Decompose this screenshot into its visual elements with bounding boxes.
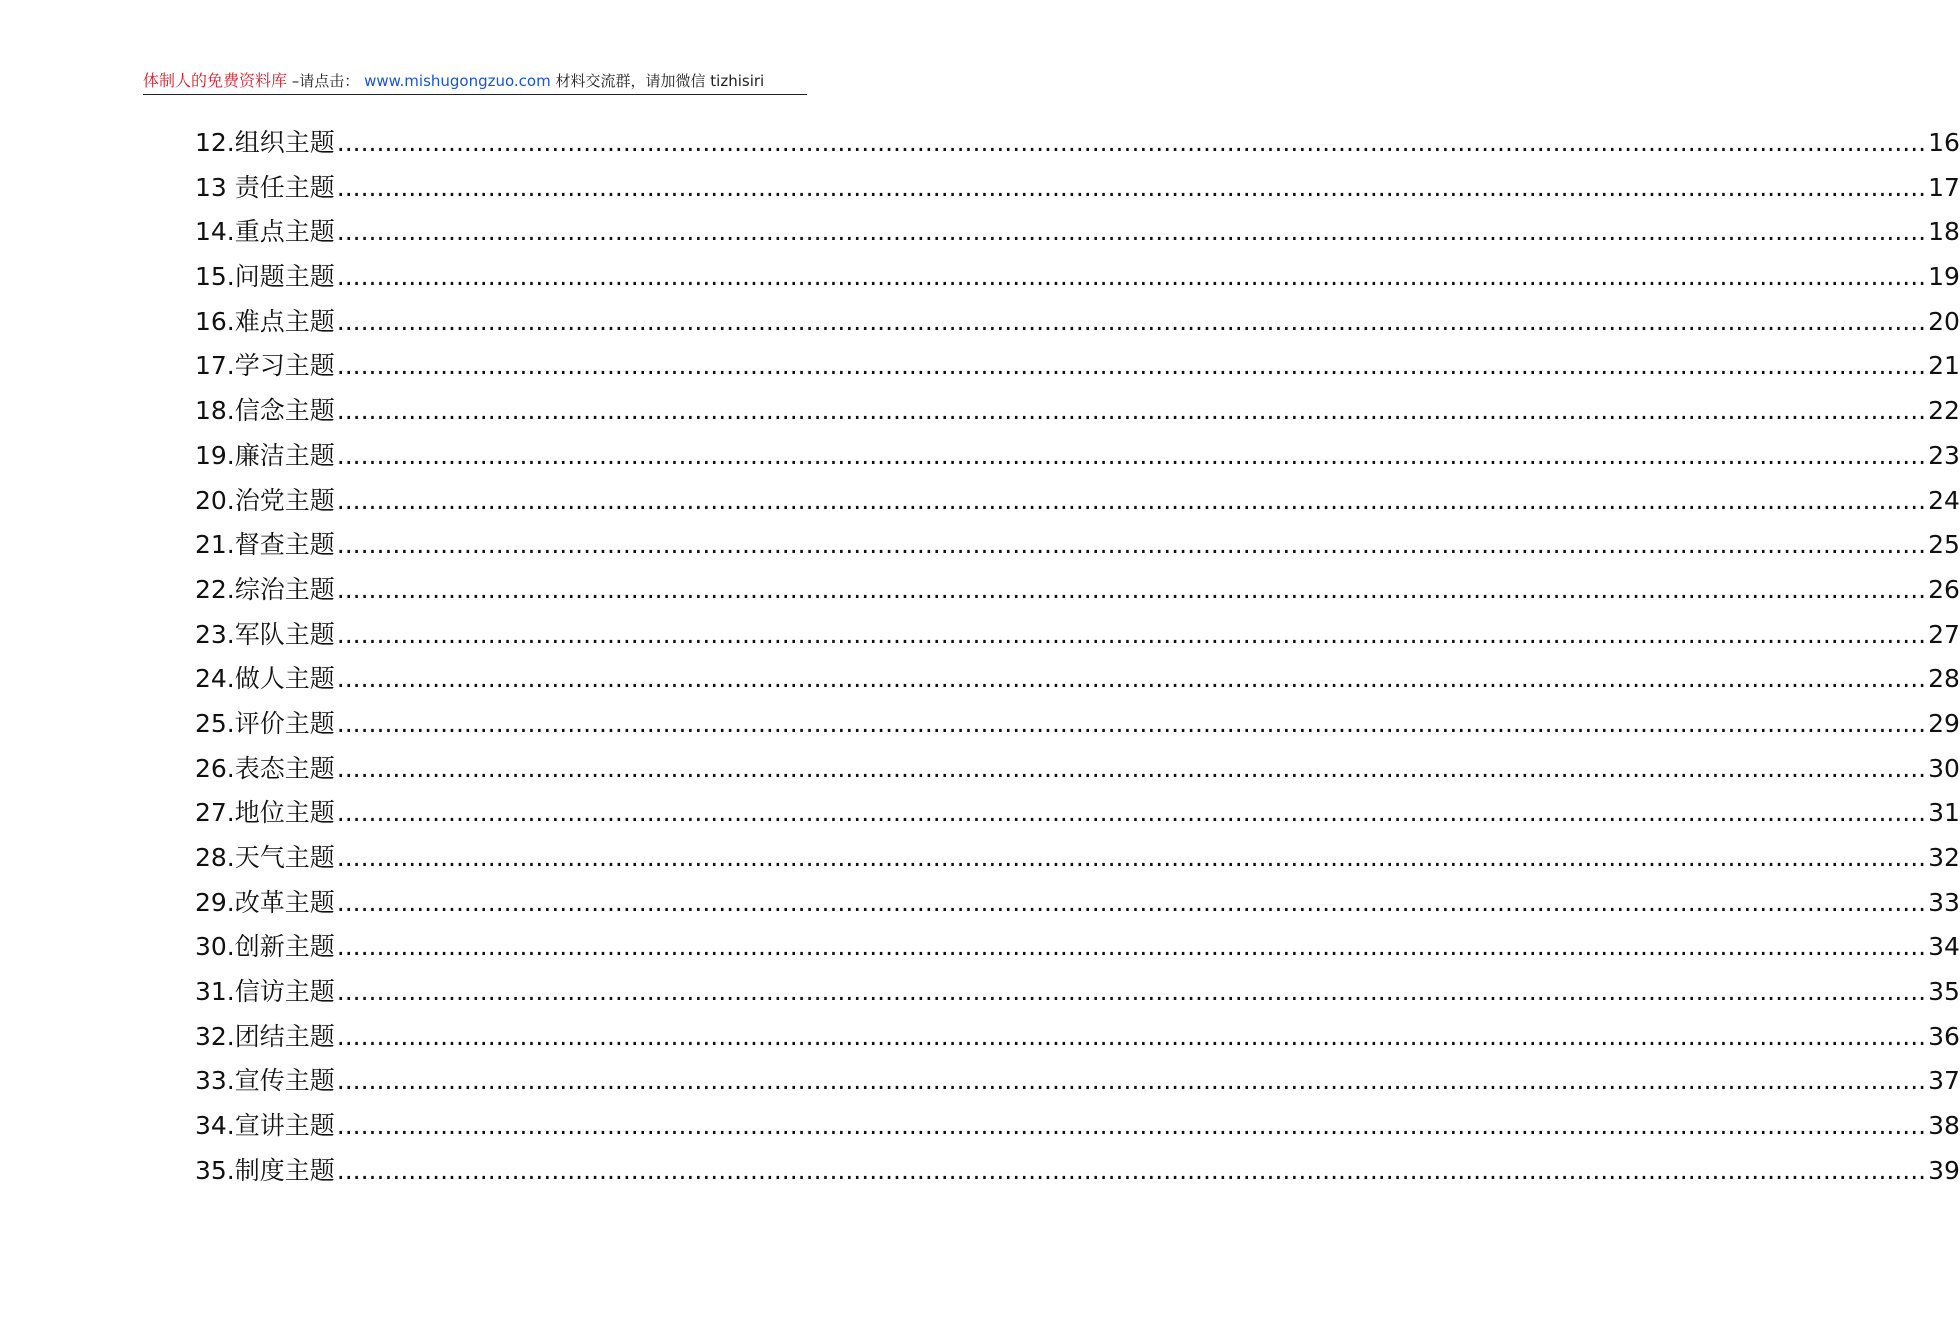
toc-entry-page-number: 25 (1928, 530, 1960, 560)
toc-dot-leader: ........................................................................................................................................................................................................ (336, 262, 1927, 292)
toc-entry[interactable] (195, 255, 1960, 300)
toc-entry[interactable] (195, 166, 1960, 211)
toc-entry-page-number: 34 (1928, 932, 1960, 962)
toc-entry[interactable] (195, 702, 1960, 747)
toc-entry-page-number: 35 (1928, 977, 1960, 1007)
toc-entry-title: 22.综治主题 (195, 574, 335, 604)
toc-entry[interactable] (195, 389, 1960, 434)
toc-dot-leader: ........................................................................................................................................................................................................ (336, 440, 1927, 470)
toc-entry[interactable] (195, 210, 1960, 255)
toc-entry[interactable] (195, 344, 1960, 389)
toc-entry-title: 12.组织主题 (195, 128, 335, 157)
toc-entry-title: 33.宣传主题 (195, 1066, 335, 1096)
toc-entry-title: 35.制度主题 (195, 1155, 335, 1185)
toc-entry-page-number: 30 (1928, 753, 1960, 783)
toc-entry-page-number: 24 (1928, 485, 1960, 515)
toc-entry-page-number: 20 (1928, 306, 1960, 336)
toc-entry[interactable] (195, 657, 1960, 702)
toc-entry[interactable] (195, 925, 1960, 970)
toc-entry-page-number: 16 (1928, 128, 1960, 157)
toc-entry-page-number: 29 (1928, 708, 1960, 738)
toc-entry-title: 16.难点主题 (195, 306, 335, 336)
toc-entry-page-number: 39 (1928, 1155, 1960, 1185)
toc-entry-page-number: 31 (1928, 798, 1960, 828)
toc-entry-page-number: 17 (1928, 172, 1960, 202)
toc-dot-leader: ........................................................................................................................................................................................................ (336, 351, 1927, 381)
toc-entry-title: 31.信访主题 (195, 977, 335, 1007)
toc-entry-title: 32.团结主题 (195, 1021, 335, 1051)
toc-entry-page-number: 28 (1928, 664, 1960, 694)
toc-entry[interactable] (195, 881, 1960, 926)
toc-entry-title: 15.问题主题 (195, 262, 335, 292)
toc-dot-leader: ........................................................................................................................................................................................................ (336, 1155, 1927, 1185)
toc-entry-page-number: 21 (1928, 351, 1960, 381)
toc-entry[interactable] (195, 523, 1960, 568)
toc-dot-leader: ........................................................................................................................................................................................................ (336, 887, 1927, 917)
toc-entry-page-number: 22 (1928, 396, 1960, 426)
toc-entry[interactable] (195, 568, 1960, 613)
header-url-link[interactable]: www.mishugongzuo.com (364, 72, 551, 90)
toc-entry-page-number: 23 (1928, 440, 1960, 470)
toc-entry-title: 20.治党主题 (195, 485, 335, 515)
toc-entry-title: 28.天气主题 (195, 843, 335, 872)
toc-entry-title: 34.宣讲主题 (195, 1111, 335, 1141)
toc-dot-leader: ........................................................................................................................................................................................................ (336, 932, 1927, 962)
toc-entry-title: 14.重点主题 (195, 217, 335, 247)
page-header (143, 68, 807, 95)
toc-dot-leader: ........................................................................................................................................................................................................ (336, 172, 1927, 202)
toc-dot-leader: ........................................................................................................................................................................................................ (336, 217, 1927, 247)
toc-entry[interactable] (195, 434, 1960, 479)
header-brand: 体制人的免费资料库 (143, 71, 288, 90)
toc-entry-title: 23.军队主题 (195, 619, 335, 649)
toc-entry[interactable] (195, 1015, 1960, 1060)
toc-entry-title: 24.做人主题 (195, 664, 335, 694)
toc-dot-leader: ........................................................................................................................................................................................................ (336, 798, 1927, 828)
toc-dot-leader: ........................................................................................................................................................................................................ (336, 1021, 1927, 1051)
toc-dot-leader: ........................................................................................................................................................................................................ (336, 708, 1927, 738)
toc-entry-title: 21.督查主题 (195, 530, 335, 560)
toc-entry-page-number: 33 (1928, 887, 1960, 917)
toc-dot-leader: ........................................................................................................................................................................................................ (336, 530, 1927, 560)
toc-dot-leader: ........................................................................................................................................................................................................ (336, 396, 1927, 426)
toc-entry[interactable] (195, 613, 1960, 658)
toc-entry[interactable] (195, 121, 1960, 166)
toc-entry-page-number: 32 (1928, 843, 1960, 872)
toc-dot-leader: ........................................................................................................................................................................................................ (336, 664, 1927, 694)
toc-dot-leader: ........................................................................................................................................................................................................ (336, 485, 1927, 515)
toc-dot-leader: ........................................................................................................................................................................................................ (336, 1111, 1927, 1141)
header-prompt: –请点击： (291, 72, 360, 90)
toc-entry-title: 19.廉洁主题 (195, 440, 335, 470)
toc-dot-leader: ........................................................................................................................................................................................................ (336, 1066, 1927, 1096)
toc-entry[interactable] (195, 479, 1960, 524)
toc-entry[interactable] (195, 970, 1960, 1015)
toc-entry-page-number: 37 (1928, 1066, 1960, 1096)
toc-entry[interactable] (195, 836, 1960, 881)
toc-entry-title: 17.学习主题 (195, 351, 335, 381)
toc-entry-page-number: 19 (1928, 262, 1960, 292)
toc-entry[interactable] (195, 300, 1960, 345)
toc-entry[interactable] (195, 791, 1960, 836)
toc-entry[interactable] (195, 747, 1960, 792)
toc-entry-title: 18.信念主题 (195, 396, 335, 426)
table-of-contents (195, 121, 1960, 1194)
toc-entry-page-number: 27 (1928, 619, 1960, 649)
toc-entry-page-number: 18 (1928, 217, 1960, 247)
toc-entry-title: 30.创新主题 (195, 932, 335, 962)
toc-entry-title: 26.表态主题 (195, 753, 335, 783)
toc-entry-page-number: 36 (1928, 1021, 1960, 1051)
toc-dot-leader: ........................................................................................................................................................................................................ (336, 753, 1927, 783)
toc-dot-leader: ........................................................................................................................................................................................................ (336, 843, 1927, 872)
toc-entry-title: 25.评价主题 (195, 708, 335, 738)
toc-entry-title: 29.改革主题 (195, 887, 335, 917)
toc-dot-leader: ........................................................................................................................................................................................................ (336, 574, 1927, 604)
toc-entry[interactable] (195, 1059, 1960, 1104)
header-suffix: 材料交流群，请加微信 tizhisiri (555, 72, 765, 90)
toc-entry-page-number: 26 (1928, 574, 1960, 604)
toc-entry[interactable] (195, 1149, 1960, 1194)
toc-entry-title: 13 责任主题 (195, 172, 335, 202)
toc-dot-leader: ........................................................................................................................................................................................................ (336, 977, 1927, 1007)
toc-entry-title: 27.地位主题 (195, 798, 335, 828)
toc-dot-leader: ........................................................................................................................................................................................................ (336, 128, 1927, 157)
toc-entry-page-number: 38 (1928, 1111, 1960, 1141)
toc-dot-leader: ........................................................................................................................................................................................................ (336, 306, 1927, 336)
toc-dot-leader: ........................................................................................................................................................................................................ (336, 619, 1927, 649)
toc-entry[interactable] (195, 1104, 1960, 1149)
